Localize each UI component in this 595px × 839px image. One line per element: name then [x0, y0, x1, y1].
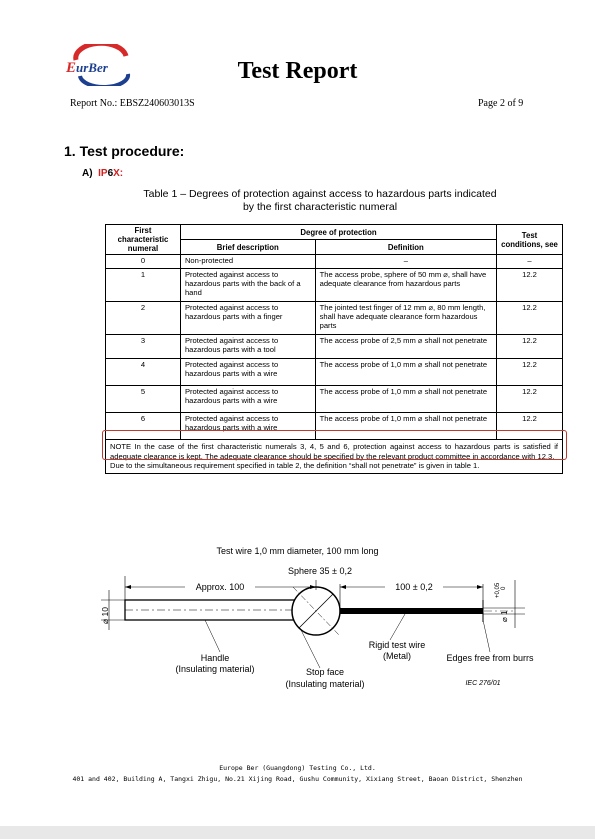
tol-bottom-label: 0 — [501, 586, 507, 590]
sphere-label: Sphere 35 ± 0,2 — [288, 566, 352, 576]
section-heading: 1. Test procedure: — [64, 143, 185, 159]
cell-numeral: 0 — [106, 255, 181, 269]
header-test-conditions: Test conditions, see — [497, 225, 563, 255]
cell-test: 12.2 — [497, 413, 563, 440]
cell-numeral: 6 — [106, 413, 181, 440]
cell-definition: The access probe of 2,5 mm ⌀ shall not penetrate — [315, 335, 496, 359]
header-brief: Brief description — [180, 240, 315, 255]
cell-definition: The access probe of 1,0 mm ⌀ shall not penetrate — [315, 359, 496, 386]
rigid-wire-label: Rigid test wire — [368, 640, 426, 650]
stop-material-label: (Insulating material) — [285, 679, 365, 689]
table-row — [106, 335, 563, 359]
iec-reference: IEC 276/01 — [465, 680, 501, 687]
handle-label: Handle — [200, 653, 230, 663]
footer-company: Europe Ber (Guangdong) Testing Co., Ltd. — [219, 764, 376, 772]
cell-definition: The access probe, sphere of 50 mm ⌀, shall have adequate clearance from hazardous parts — [315, 269, 496, 302]
diagram-caption: Test wire 1,0 mm diameter, 100 mm long — [216, 546, 379, 556]
table-caption — [100, 188, 540, 214]
dia10-label: ⌀ 10 — [100, 607, 110, 624]
cell-brief: Protected against access to hazardous parts with a finger — [180, 302, 315, 335]
dia1-label: ⌀ 1 — [500, 610, 509, 622]
cell-definition: The access probe of 1,0 mm ⌀ shall not penetrate — [315, 386, 496, 413]
cell-test: 12.2 — [497, 335, 563, 359]
edges-label: Edges free from burrs — [446, 653, 534, 663]
header-first-numeral: First characteristic numeral — [106, 225, 181, 255]
cell-brief: Protected against access to hazardous parts with a wire — [180, 413, 315, 440]
metal-label: (Metal) — [382, 651, 412, 661]
row-6-highlight — [102, 430, 567, 460]
cell-test: 12.2 — [497, 269, 563, 302]
cell-brief: Protected against access to hazardous parts with the back of a hand — [180, 269, 315, 302]
test-wire-diagram — [95, 560, 555, 695]
svg-text:E: E — [66, 60, 77, 76]
note-paragraph-1: NOTE In the case of the first characteristic numerals 3, 4, 5 and 6, protection against access to hazardous parts is satisfied if adequate clearance is kept. The adequate clearance should be specified by the relevant product committee in accordance with 12.3. — [110, 442, 558, 461]
table-row — [106, 359, 563, 386]
tol-top-label: +0,05 — [495, 582, 501, 598]
sub-heading-suffix: X: — [113, 168, 124, 179]
cell-brief: Protected against access to hazardous parts with a wire — [180, 386, 315, 413]
cell-test: 12.2 — [497, 302, 563, 335]
table-caption-line1: Table 1 – Degrees of protection against access to hazardous parts indicated — [143, 188, 497, 200]
table-row — [106, 269, 563, 302]
header-definition: Definition — [315, 240, 496, 255]
stop-face-label: Stop face — [305, 667, 345, 677]
cell-test: 12.2 — [497, 386, 563, 413]
cell-test: 12.2 — [497, 359, 563, 386]
page-number: Page 2 of 9 — [478, 98, 524, 109]
footer-address: 401 and 402, Building A, Tangxi Zhigu, No.21 Xijing Road, Gushu Community, Xixiang Street, Baoan District, Shenzhen — [72, 775, 523, 783]
cell-brief: Protected against access to hazardous parts with a wire — [180, 359, 315, 386]
cell-numeral: 1 — [106, 269, 181, 302]
sub-heading-ip: IP — [98, 168, 108, 179]
report-title: Test Report — [237, 58, 358, 84]
cell-brief: Protected against access to hazardous parts with a tool — [180, 335, 315, 359]
cell-numeral: 5 — [106, 386, 181, 413]
cell-numeral: 4 — [106, 359, 181, 386]
length-label: 100 ± 0,2 — [395, 582, 433, 592]
cell-test: – — [497, 255, 563, 269]
header-degree: Degree of protection — [180, 225, 496, 240]
svg-text:urBer: urBer — [76, 60, 108, 75]
table-caption-line2: by the first characteristic numeral — [242, 201, 398, 213]
handle-material-label: (Insulating material) — [175, 664, 255, 674]
table-row — [106, 386, 563, 413]
sub-heading-digit: 6 — [107, 168, 114, 179]
note-paragraph-2: Due to the simultaneous requirement specified in table 2, the definition “shall not penetrate” is given in table 1. — [110, 461, 480, 470]
approx-label: Approx. 100 — [195, 582, 245, 592]
report-number: Report No.: EBSZ240603013S — [70, 98, 195, 109]
sub-heading-prefix: A) — [82, 168, 99, 179]
table-row — [106, 255, 563, 269]
cell-brief: Non-protected — [180, 255, 315, 269]
footer-bar — [0, 826, 595, 839]
cell-numeral: 3 — [106, 335, 181, 359]
table-row — [106, 302, 563, 335]
cell-definition: The jointed test finger of 12 mm ⌀, 80 mm length, shall have adequate clearance form hazardous parts — [315, 302, 496, 335]
cell-numeral: 2 — [106, 302, 181, 335]
cell-definition: – — [315, 255, 496, 269]
cell-definition: The access probe of 1,0 mm ⌀ shall not penetrate — [315, 413, 496, 440]
sub-heading — [82, 168, 123, 179]
